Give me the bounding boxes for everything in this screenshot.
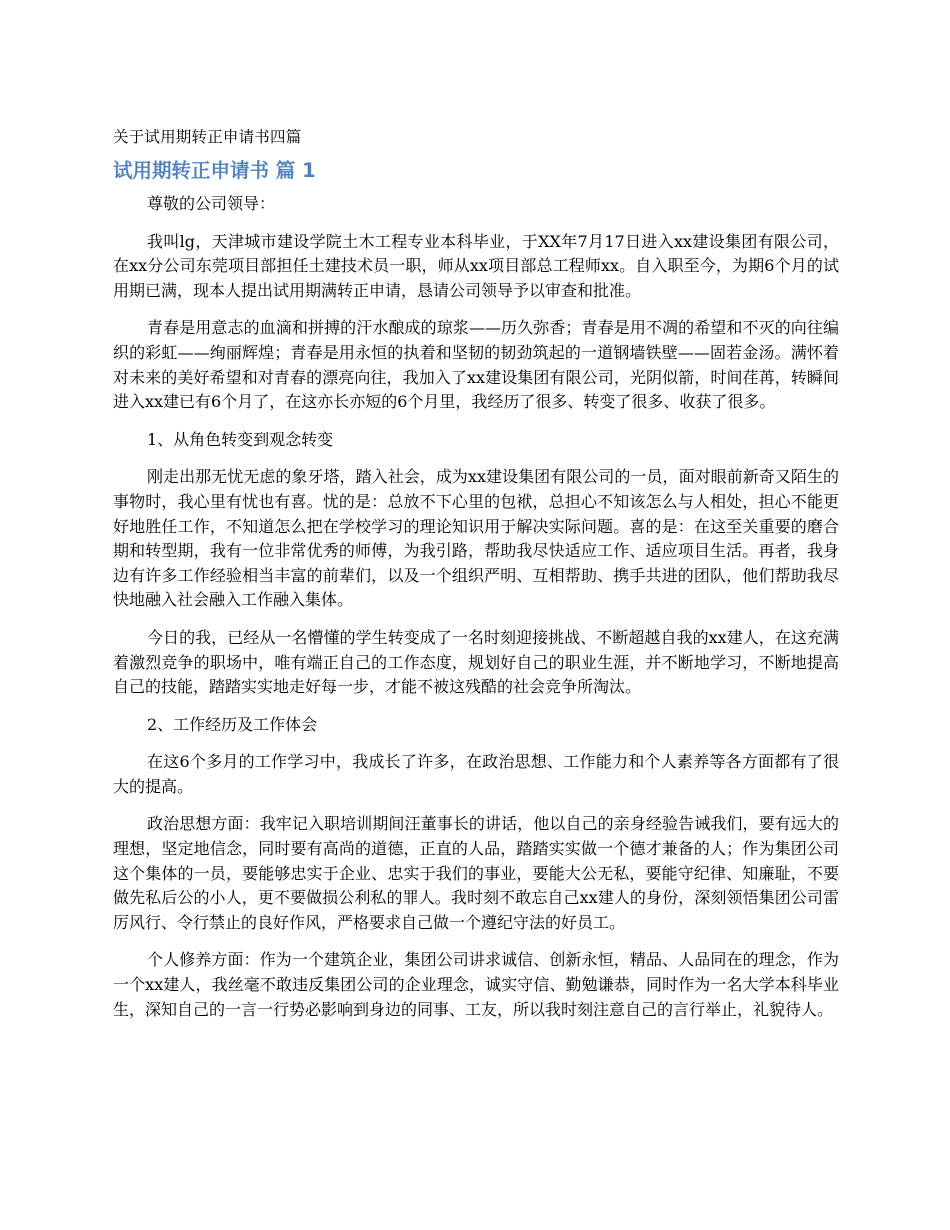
paragraph-personal-cultivation: 个人修养方面：作为一个建筑企业，集团公司讲求诚信、创新永恒，精品、人品同在的理念，作为一个xx建人，我丝毫不敢违反集团公司的企业理念，诚实守信、勤勉谦恭，同时作为一名大学本科毕业生，深知自己的一言一行势必影响到身边的同事、工友，所以我时刻注意自己的言行举止，礼貌待人。 (113, 950, 839, 1019)
paragraph-today: 今日的我，已经从一名懵懂的学生转变成了一名时刻迎接挑战、不断超越自我的xx建人，在这充满着激烈竞争的职场中，唯有端正自己的工作态度，规划好自己的职业生涯，并不断地学习，不断地提高自己的技能，踏踏实实地走好每一步，才能不被这残酷的社会竞争所淘汰。 (113, 627, 839, 697)
paragraph-intro: 我叫lg，天津城市建设学院土木工程专业本科毕业，于XX年7月17日进入xx建设集团有限公司，在xx分公司东莞项目部担任土建技术员一职，师从xx项目部总工程师xx。自入职至今，为期6个月的试用期已满，现本人提出试用期满转正申请，恳请公司领导予以审查和批准。 (113, 231, 839, 300)
paragraph-political-thought: 政治思想方面：我牢记入职培训期间汪董事长的讲话，他以自己的亲身经验告诫我们，要有远大的理想，坚定地信念，同时要有高尚的道德，正直的人品，踏踏实实做一个德才兼备的人；作为集团公司这个集体的一员，要能够忠实于企业、忠实于我们的事业，要能大公无私，要能守纪律、知廉耻，不要做先私后公的小人，更不要做损公利私的罪人。我时刻不敢忘自己xx建人的身份，深刻领悟集团公司雷厉风行、令行禁止的良好作风，严格要求自己做一个遵纪守法的好员工。 (113, 814, 839, 932)
paragraph-youth: 青春是用意志的血滴和拼搏的汗水酿成的琼浆——历久弥香；青春是用不凋的希望和不灭的向往编织的彩虹——绚丽辉煌；青春是用永恒的执着和坚韧的韧劲筑起的一道钢墙铁壁——固若金汤。满怀着对未来的美好希望和对青春的漂亮向往，我加入了xx建设集团有限公司，光阴似箭，时间荏苒，转瞬间进入xx建已有6个月了，在这亦长亦短的6个月里，我经历了很多、转变了很多、收获了很多。 (113, 318, 839, 412)
subheading-role-change: 1、从角色转变到观念转变 (147, 429, 334, 449)
subheading-work-experience: 2、工作经历及工作体会 (147, 714, 318, 734)
document-title: 关于试用期转正申请书四篇 (113, 128, 302, 146)
paragraph-growth: 在这6个多月的工作学习中，我成长了许多，在政治思想、工作能力和个人素养等各方面都有了很大的提高。 (113, 752, 839, 796)
salutation: 尊敬的公司领导： (147, 194, 276, 213)
section-heading: 试用期转正申请书 篇 1 (113, 159, 316, 182)
document-body (113, 124, 839, 1035)
paragraph-entering-society: 刚走出那无忧无虑的象牙塔，踏入社会，成为xx建设集团有限公司的一员，面对眼前新奇又陌生的事物时，我心里有忧也有喜。忧的是：总放不下心里的包袱，总担心不知该怎么与人相处，担心不能更好地胜任工作，不知道怎么把在学校学习的理论知识用于解决实际问题。喜的是：在这至关重要的磨合期和转型期，我有一位非常优秀的师傅，为我引路，帮助我尽快适应工作、适应项目生活。再者，我身边有许多工作经验相当丰富的前辈们，以及一个组织严明、互相帮助、携手共进的团队，他们帮助我尽快地融入社会融入工作融入集体。 (113, 467, 839, 610)
